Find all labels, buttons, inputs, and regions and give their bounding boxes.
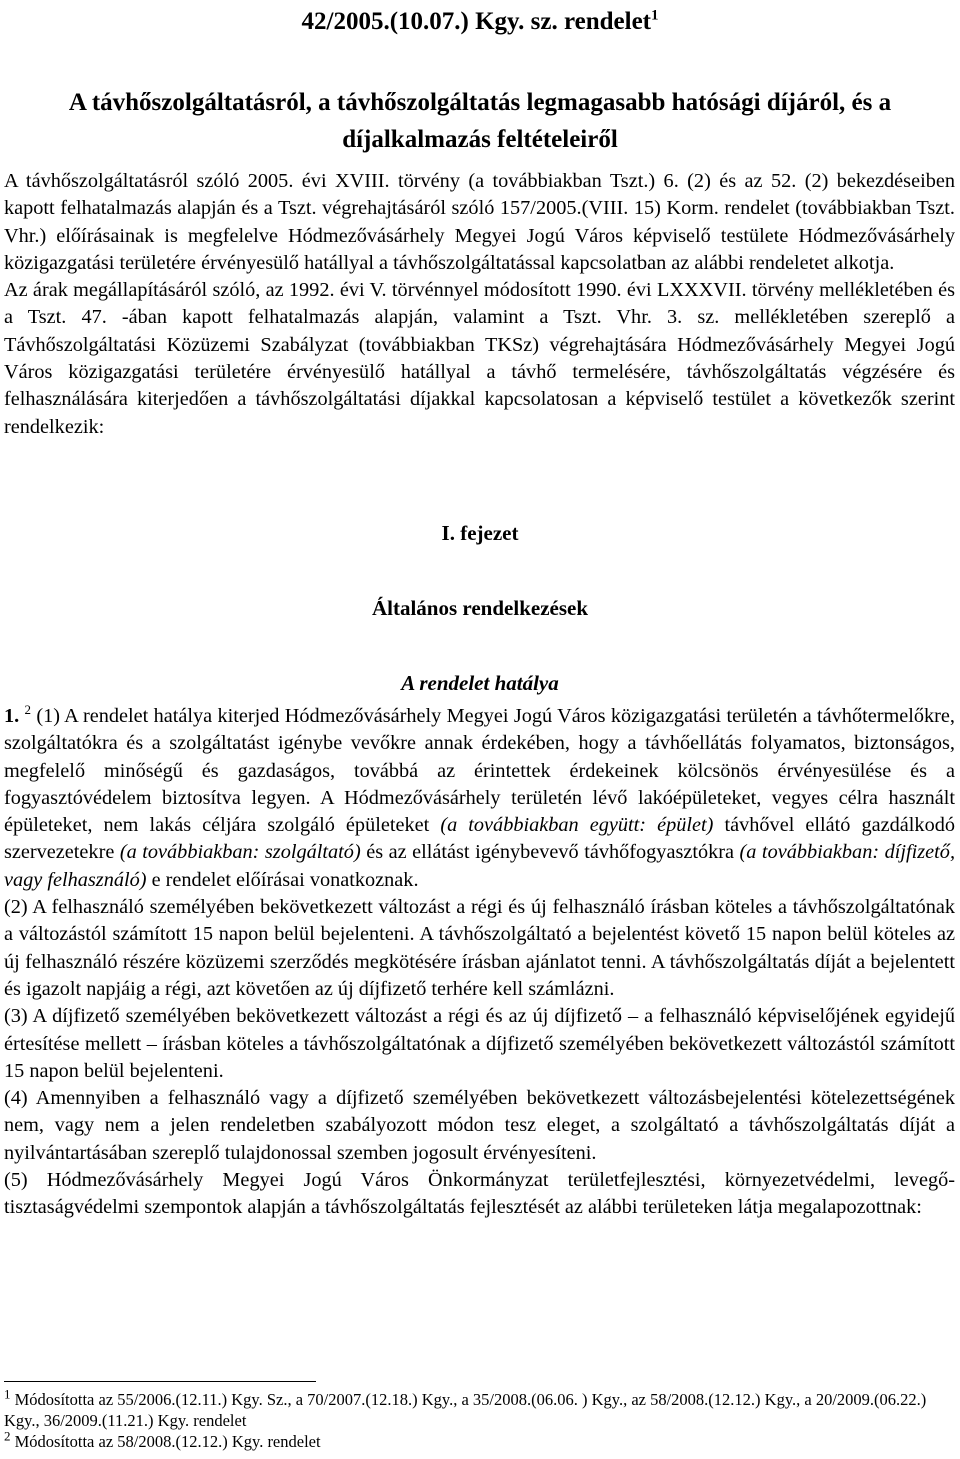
section-1-paragraph-5: (5) Hódmezővásárhely Megyei Jogú Város Önkormányzat területfejlesztési, környezetvédelmi, levegő-tisztaságvédelmi szempontok alapján a távhőszolgáltatás fejlesztését az alábbi területeken látja megalapozottnak: (4, 1169, 955, 1219)
section-1-paragraph-1 (4, 703, 955, 894)
section-1-paragraph-4: (4) Amennyiben a felhasználó vagy a díjfizető személyében bekövetkezett változásbejelentési kötelezettségének nem, vagy nem a jelen rendeletben szabályozott módon tesz eleget, a szolgáltató a távhőszolgáltatás díját a nyilvántartásában szereplő tulajdonossal szemben jogosult érvényesíteni. (4, 1087, 955, 1164)
footnote-1 (4, 1386, 955, 1431)
footnote-text: Módosította az 55/2006.(12.11.) Kgy. Sz., a 70/2007.(12.18.) Kgy., a 35/2008.(06.06. ) Kgy., az 58/2008.(12.12.) Kgy., a 20/2009.(06.22.) Kgy., 36/2009.(11.21.) Kgy. rendelet (4, 1390, 927, 1430)
definition-consumer: (a továbbiakban: díjfizető, vagy felhasználó) (4, 841, 956, 891)
footnote-divider (4, 1381, 316, 1382)
preamble (4, 168, 955, 441)
section-1 (4, 703, 955, 1222)
title-footnote-ref[interactable]: 1 (651, 7, 659, 24)
section-1-paragraph-3: (3) A díjfizető személyében bekövetkezett változást a régi és az új díjfizető – a felhasználó képviselőjének egyidejű értesítése mellett – írásban köteles a távhőszolgáltatónak a díjfizető személyében bekövetkezett változástól számított 15 napon belül bejelenteni. (4, 1005, 955, 1082)
footnote-marker: 2 (4, 1428, 11, 1444)
preamble-paragraph-1: A távhőszolgáltatásról szóló 2005. évi XVIII. törvény (a továbbiakban Tszt.) 6. (2) és az 52. (2) bekezdéseiben kapott felhatalmazás alapján és a Tszt. végrehajtásáról szóló 157/2005.(VIII. 15) Korm. rendelet (továbbiakban Tszt. Vhr.) előírásainak is megfelelve Hódmezővásárhely Megyei Jogú Város képviselő testülete Hódmezővásárhely közigazgatási területére érvényesülő hatállyal a távhőszolgáltatással kapcsolatban az alábbi rendeletet alkotja. (4, 170, 955, 274)
paragraph-text: távhővel ellátó gazdálkodó szervezetekre (4, 814, 955, 864)
subsection-heading: A rendelet hatálya (401, 671, 559, 695)
section-1-paragraph-2: (2) A felhasználó személyében bekövetkezett változást a régi és új felhasználó írásban köteles a távhőszolgáltatónak a változástól számított 15 napon belül bejelenteni. A távhőszolgáltató a bejelentést követő 15 napon belül köteles az új felhasználó részére közüzemi szerződés megkötésére írásban ajánlatot tenni. A távhőszolgáltatás díját a bejelentett és igazolt napjáig a régi, azt követően az új díjfizető terhére kell számlázni. (4, 896, 955, 1000)
chapter-heading: I. fejezet (441, 521, 519, 545)
definition-provider: (a továbbiakban: szolgáltató) (119, 841, 361, 864)
preamble-paragraph-2: Az árak megállapításáról szóló, az 1992. évi V. törvénnyel módosított 1990. évi LXXXVII. törvény mellékletében és a Tszt. 47. -ában kapott felhatalmazás alapján, valamint a Tszt. Vhr. 3. sz. mellékletében szereplő a Távhőszolgáltatási Közüzemi Szabályzat (továbbiakban TKSz) végrehajtására Hódmezővásárhely Megyei Jogú Város közigazgatási területére érvényesülő hatállyal a távhő termelésére, távhőszolgáltatás végzésére és felhasználására kiterjedően a távhőszolgáltatási díjakkal kapcsolatosan a képviselő testület a következők szerint rendelkezik: (4, 279, 955, 438)
paragraph-text: (1) A rendelet hatálya kiterjed Hódmezővásárhely Megyei Jogú Város közigazgatási területén a távhőtermelőkre, szolgáltatókra és a szolgáltatást igénybe vevőkre annak érdekében, hogy a távhőellátás folyamatos, biztonságos, megfelelő minőségű és gazdaságos, továbbá az érintettek érdekeinek kölcsönös érvényesülése és a fogyasztóvédelem biztosítva legyen. A Hódmezővásárhely területén lévő lakóépületeket, vegyes célra használt épületeket, nem lakás céljára szolgáló épületeket (4, 705, 955, 837)
footnote-2 (4, 1428, 955, 1452)
section-heading: Általános rendelkezések (371, 596, 589, 620)
title-text: 42/2005.(10.07.) Kgy. sz. rendelet (301, 8, 651, 35)
section-number: 1. (4, 705, 20, 727)
section-footnote-ref[interactable]: 2 (24, 702, 32, 718)
paragraph-text: és az ellátást igénybevevő távhőfogyasztókra (366, 841, 735, 864)
regulation-subtitle: A távhőszolgáltatásról, a távhőszolgáltatás legmagasabb hatósági díjáról, és a díjalkalmazás feltételeiről (68, 89, 892, 153)
regulation-number-title (0, 2, 960, 42)
footnote-text: Módosította az 58/2008.(12.12.) Kgy. rendelet (14, 1432, 321, 1451)
paragraph-text: e rendelet előírásai vonatkoznak. (151, 868, 419, 891)
footnote-marker: 1 (4, 1386, 11, 1402)
definition-building: (a továbbiakban együtt: épület) (440, 814, 714, 837)
